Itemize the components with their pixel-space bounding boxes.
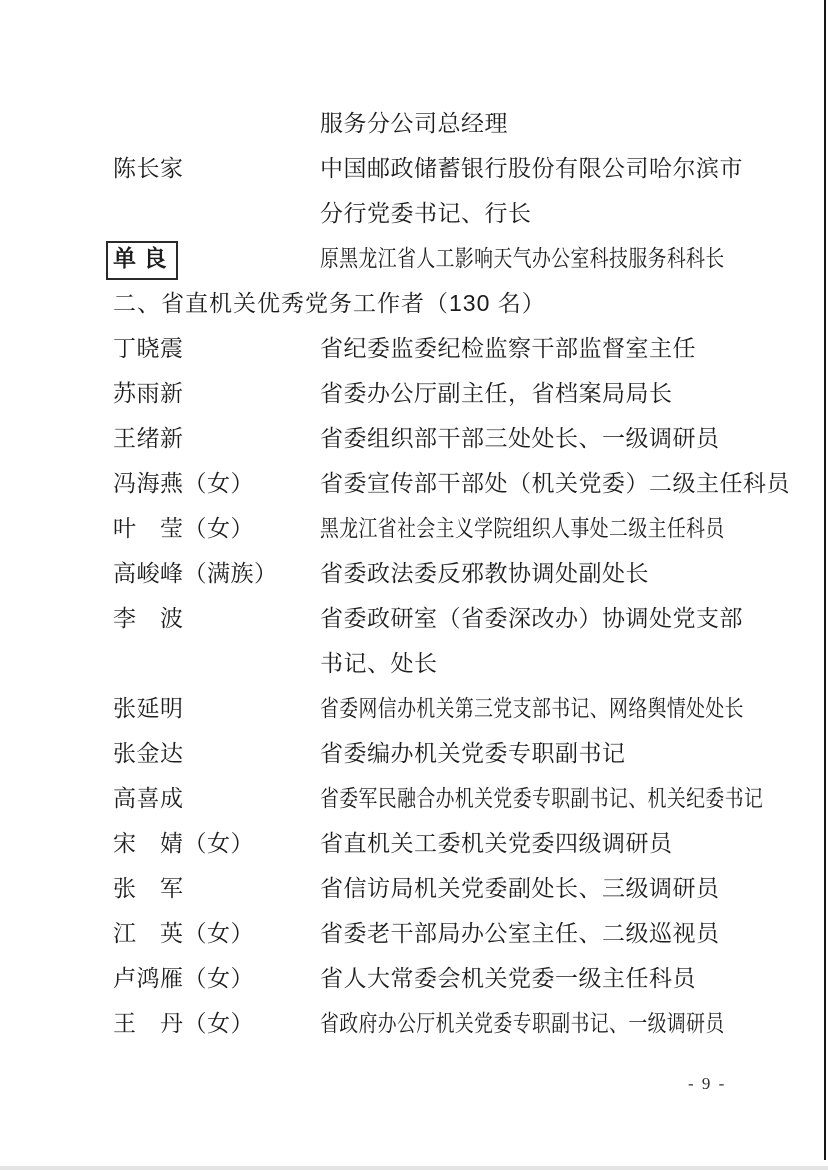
awardee-name: 冯海燕（女）: [113, 470, 254, 496]
list-row: [113, 1008, 738, 1053]
awardee-name: 单 良: [113, 243, 320, 280]
list-row: [113, 423, 738, 468]
list-row: [113, 648, 738, 693]
awardee-position: 省委编办机关党委专职副书记: [320, 740, 626, 766]
list-row: [113, 918, 738, 963]
awardee-name: 陈长家: [113, 155, 184, 181]
awardee-name: 高峻峰（满族）: [113, 560, 278, 586]
awardee-position: 省纪委监委纪检监察干部监督室主任: [320, 335, 696, 361]
awardee-name: 张金达: [113, 740, 184, 766]
list-row: [113, 828, 738, 873]
section-heading: [113, 288, 738, 333]
list-row: [113, 468, 790, 513]
list-row: [113, 603, 743, 648]
scan-edge-bottom: [0, 1166, 828, 1170]
awardee-position: 省委政研室（省委深改办）协调处党支部: [320, 605, 743, 631]
list-row: [113, 243, 738, 288]
awardee-position: 黑龙江省社会主义学院组织人事处二级主任科员: [320, 515, 725, 541]
awardee-position: 省直机关工委机关党委四级调研员: [320, 830, 673, 856]
awardee-position: 省委军民融合办机关党委专职副书记、机关纪委书记: [320, 785, 764, 811]
awardee-position: 省委宣传部干部处（机关党委）二级主任科员: [320, 470, 790, 496]
awardee-name: 丁晓震: [113, 335, 184, 361]
list-row: [113, 513, 738, 558]
list-row: [113, 333, 738, 378]
awardee-name: 苏雨新: [113, 380, 184, 406]
awardee-position: 二、省直机关优秀党务工作者（130 名）: [113, 290, 546, 316]
list-row: [113, 693, 744, 738]
list-row: [113, 198, 738, 243]
list-row: [113, 873, 738, 918]
awardee-position: 省政府办公厅机关党委专职副书记、一级调研员: [320, 1010, 725, 1036]
awardee-name: 江 英（女）: [113, 920, 254, 946]
awardee-position: 中国邮政储蓄银行股份有限公司哈尔滨市: [320, 155, 743, 181]
awardee-name: 李 波: [113, 605, 184, 631]
awardee-position: 原黑龙江省人工影响天气办公室科技服务科科长: [320, 245, 725, 271]
list-row: [113, 783, 764, 828]
awardee-position: 分行党委书记、行长: [320, 200, 532, 226]
list-row: [113, 558, 738, 603]
list-row: [113, 378, 738, 423]
awardee-position: 书记、处长: [320, 650, 438, 676]
awardee-position: 省委网信办机关第三党支部书记、网络舆情处处长: [320, 695, 744, 721]
awardee-position: 省委组织部干部三处处长、一级调研员: [320, 425, 720, 451]
awardee-position: 服务分公司总经理: [320, 110, 508, 136]
scan-edge-right: [824, 0, 826, 1160]
list-row: [113, 153, 743, 198]
awardee-position: 省信访局机关党委副处长、三级调研员: [320, 875, 720, 901]
awardee-position: 省委办公厅副主任，省档案局局长: [320, 380, 673, 406]
awardee-name: 张延明: [113, 695, 184, 721]
awardee-position: 省人大常委会机关党委一级主任科员: [320, 965, 696, 991]
page-number: - 9 -: [688, 1074, 727, 1093]
awardee-position: 省委老干部局办公室主任、二级巡视员: [320, 920, 720, 946]
list-row: [113, 738, 738, 783]
awardee-name: 王 丹（女）: [113, 1010, 254, 1036]
awardee-position: 省委政法委反邪教协调处副处长: [320, 560, 649, 586]
awardee-name: 叶 莹（女）: [113, 515, 254, 541]
awardee-name: 卢鸿雁（女）: [113, 965, 254, 991]
awardee-name: 宋 婧（女）: [113, 830, 254, 856]
awardee-list: [113, 108, 790, 1053]
list-row: [113, 963, 738, 1008]
awardee-name: 王绪新: [113, 425, 184, 451]
awardee-name: 高喜成: [113, 785, 184, 811]
awardee-name: 张 军: [113, 875, 184, 901]
list-row: [113, 108, 738, 153]
